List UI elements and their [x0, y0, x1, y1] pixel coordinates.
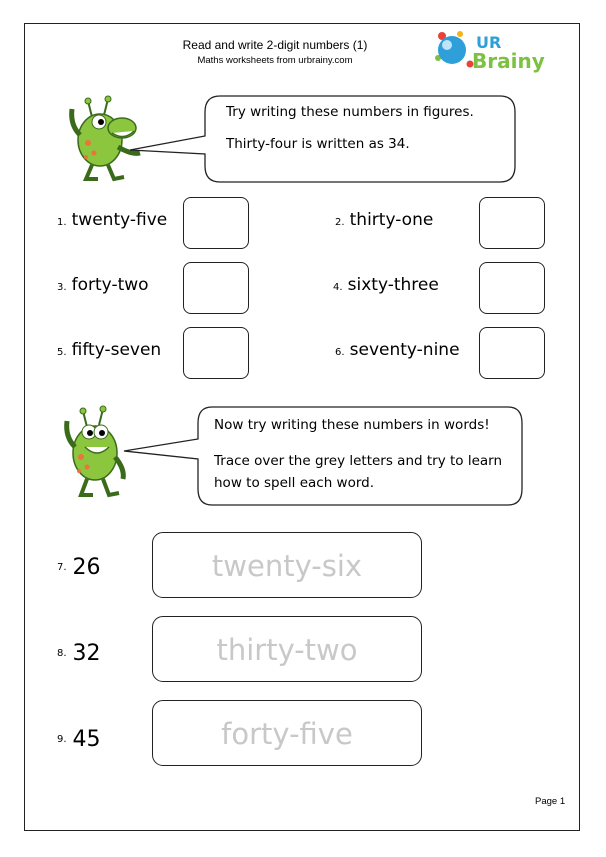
answer-box-1[interactable]: [183, 197, 249, 249]
question-figure: 45: [72, 727, 101, 752]
question-figure: 26: [72, 555, 101, 580]
speech-bubble-instructions-1: [120, 92, 520, 192]
answer-box-4[interactable]: [479, 262, 545, 314]
question-word: thirty-one: [349, 210, 434, 230]
question-8: [57, 641, 101, 666]
question-word: fifty-seven: [71, 340, 162, 360]
question-1: [57, 210, 167, 230]
answer-box-3[interactable]: [183, 262, 249, 314]
question-9: [57, 727, 101, 752]
question-5: [57, 340, 161, 360]
trace-box-7[interactable]: [152, 532, 422, 598]
bubble1-line1: Try writing these numbers in figures.: [226, 104, 474, 120]
question-number: 5.: [57, 347, 67, 358]
page-title: Read and write 2-digit numbers (1): [182, 38, 368, 52]
question-number: 3.: [57, 282, 67, 293]
trace-box-9[interactable]: [152, 700, 422, 766]
question-word: forty-two: [71, 275, 149, 295]
question-word: seventy-nine: [349, 340, 460, 360]
bubble1-line2: Thirty-four is written as 34.: [226, 136, 410, 152]
question-figure: 32: [72, 641, 101, 666]
question-number: 7.: [57, 562, 67, 573]
urbrainy-logo: [430, 28, 550, 78]
question-2: [335, 210, 433, 230]
question-number: 4.: [333, 282, 343, 293]
answer-box-6[interactable]: [479, 327, 545, 379]
question-7: [57, 555, 101, 580]
answer-box-5[interactable]: [183, 327, 249, 379]
question-number: 9.: [57, 734, 67, 745]
page-subtitle: Maths worksheets from urbrainy.com: [197, 55, 353, 66]
question-3: [57, 275, 149, 295]
speech-bubble-instructions-2: [112, 403, 524, 513]
trace-word: forty-five: [221, 717, 353, 751]
question-word: sixty-three: [347, 275, 439, 295]
question-number: 2.: [335, 217, 345, 228]
question-number: 8.: [57, 648, 67, 659]
bubble2-line3: how to spell each word.: [214, 475, 375, 491]
logo-text-brainy: Brainy: [472, 49, 545, 73]
bubble2-line1: Now try writing these numbers in words!: [214, 417, 490, 433]
question-number: 6.: [335, 347, 345, 358]
logo-text-ur: UR: [476, 33, 502, 52]
trace-box-8[interactable]: [152, 616, 422, 682]
bubble2-line2: Trace over the grey letters and try to learn: [214, 453, 503, 469]
question-number: 1.: [57, 217, 67, 228]
answer-box-2[interactable]: [479, 197, 545, 249]
question-6: [335, 340, 460, 360]
question-4: [333, 275, 439, 295]
trace-word: twenty-six: [211, 549, 363, 583]
question-word: twenty-five: [71, 210, 168, 230]
trace-word: thirty-two: [216, 633, 358, 667]
page-number: Page 1: [535, 796, 566, 807]
